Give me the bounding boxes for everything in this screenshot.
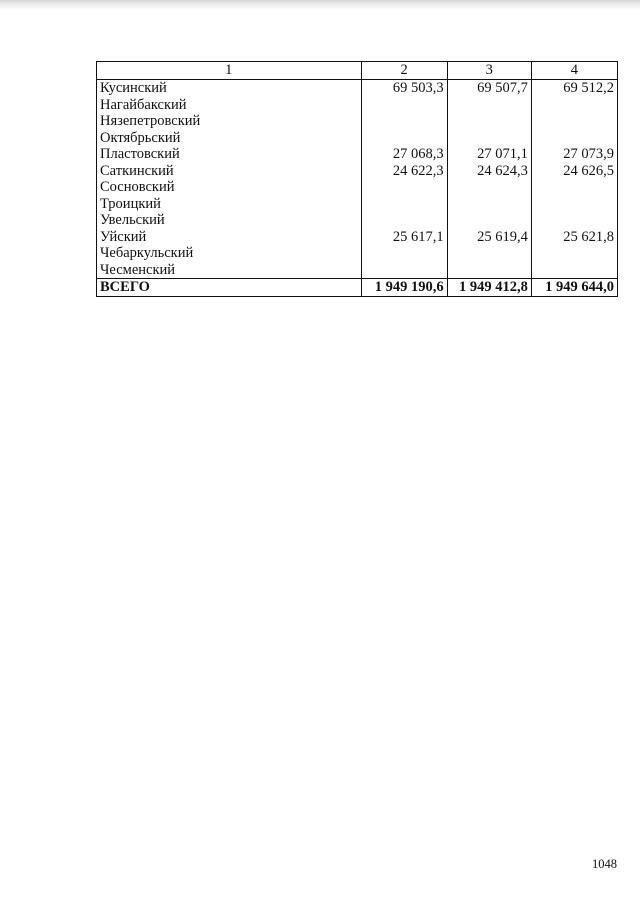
total-value-col-4: 1 949 644,0 (531, 279, 617, 297)
data-table (96, 61, 618, 297)
district-name: Октябрьский (97, 130, 362, 147)
scan-shadow-edge (0, 0, 640, 10)
table-row (97, 146, 618, 163)
value-col-2: 25 617,1 (361, 229, 447, 246)
value-col-4 (531, 212, 617, 229)
value-col-3 (447, 212, 531, 229)
table-header-row (97, 62, 618, 80)
value-col-2 (361, 179, 447, 196)
total-value-col-2: 1 949 190,6 (361, 279, 447, 297)
value-col-2: 69 503,3 (361, 80, 447, 97)
value-col-4: 69 512,2 (531, 80, 617, 97)
value-col-4 (531, 196, 617, 213)
district-name: Кусинский (97, 80, 362, 97)
table-row (97, 196, 618, 213)
column-header-1: 1 (97, 62, 362, 80)
value-col-4 (531, 113, 617, 130)
value-col-3 (447, 196, 531, 213)
table-row (97, 80, 618, 97)
table-row (97, 130, 618, 147)
value-col-4: 24 626,5 (531, 163, 617, 180)
page-number: 1048 (592, 857, 617, 871)
value-col-3 (447, 113, 531, 130)
district-name: Чебаркульский (97, 245, 362, 262)
value-col-2 (361, 245, 447, 262)
table-row (97, 262, 618, 279)
column-header-4: 4 (531, 62, 617, 80)
value-col-4 (531, 179, 617, 196)
value-col-2 (361, 113, 447, 130)
value-col-2 (361, 196, 447, 213)
value-col-3 (447, 97, 531, 114)
column-header-2: 2 (361, 62, 447, 80)
value-col-3 (447, 130, 531, 147)
value-col-2 (361, 212, 447, 229)
district-name: Пластовский (97, 146, 362, 163)
table-row (97, 245, 618, 262)
total-value-col-3: 1 949 412,8 (447, 279, 531, 297)
value-col-2: 24 622,3 (361, 163, 447, 180)
district-name: Увельский (97, 212, 362, 229)
total-label: ВСЕГО (97, 279, 362, 297)
district-name: Нагайбакский (97, 97, 362, 114)
column-header-3: 3 (447, 62, 531, 80)
value-col-2 (361, 97, 447, 114)
value-col-3 (447, 245, 531, 262)
value-col-3 (447, 262, 531, 279)
table-row (97, 163, 618, 180)
value-col-4: 27 073,9 (531, 146, 617, 163)
table-row (97, 113, 618, 130)
table-row (97, 229, 618, 246)
district-name: Уйский (97, 229, 362, 246)
value-col-3: 27 071,1 (447, 146, 531, 163)
value-col-2: 27 068,3 (361, 146, 447, 163)
value-col-2 (361, 130, 447, 147)
table-row (97, 179, 618, 196)
table-row (97, 212, 618, 229)
district-name: Нязепетровский (97, 113, 362, 130)
district-name: Сосновский (97, 179, 362, 196)
district-name: Чесменский (97, 262, 362, 279)
value-col-4 (531, 97, 617, 114)
table-row (97, 97, 618, 114)
value-col-4 (531, 245, 617, 262)
district-name: Троицкий (97, 196, 362, 213)
value-col-4 (531, 130, 617, 147)
district-name: Саткинский (97, 163, 362, 180)
total-row (97, 279, 618, 297)
value-col-3: 69 507,7 (447, 80, 531, 97)
value-col-4: 25 621,8 (531, 229, 617, 246)
value-col-3: 25 619,4 (447, 229, 531, 246)
value-col-4 (531, 262, 617, 279)
value-col-2 (361, 262, 447, 279)
value-col-3: 24 624,3 (447, 163, 531, 180)
value-col-3 (447, 179, 531, 196)
